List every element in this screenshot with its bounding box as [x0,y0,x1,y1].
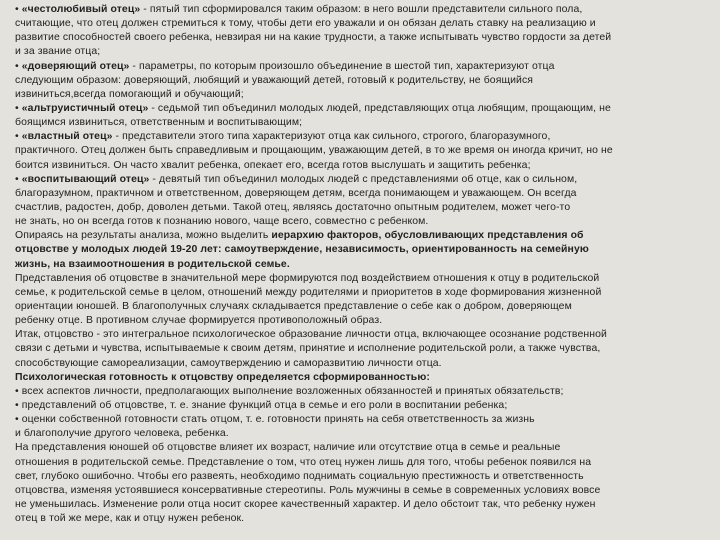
text-line [15,371,705,385]
text-line [15,60,705,74]
text-span: - девятый тип объединил молодых людей с представлениями об отце, как о сильном, [149,173,578,185]
text-span: • всех аспектов личности, предполагающих выполнение возложенных обязанностей и принятых обязательств; [15,385,564,397]
text-line [15,102,705,116]
text-line [15,484,705,498]
text-span: Итак, отцовство - это интегральное психологическое образование личности отца, включающее осознание родственной [15,329,607,341]
text-span: считающие, что отец должен стремиться к тому, чтобы дети его уважали и он обязан делать ставку на реализацию и [15,18,596,30]
text-span: не уменьшилась. Изменение роли отца носит скорее качественный характер. И дело обстоит так, что ребенку нужен [15,498,596,510]
text-span: • [15,60,22,72]
text-line [15,470,705,484]
text-span: отец в той же мере, как и отцу нужен ребенок. [15,513,245,525]
text-line [15,201,705,215]
text-line [15,144,705,158]
text-line [15,512,705,526]
bold-text: «властный отец» [21,131,113,143]
text-span: Представления об отцовстве в значительной мере формируются под воздействием отношения к отцу в родительской [15,272,600,284]
text-line [15,342,705,356]
text-line [15,159,705,173]
text-span: • представлений об отцовстве, т. е. знание функций отца в семье и его роли в воспитании ребенка; [15,399,508,411]
bold-text: иерархию факторов, обусловливающих представления об [271,230,584,242]
text-span: ориентации юношей. В благополучных случаях складывается представление о себе как о добром, доверяющем [15,300,572,312]
text-line [15,130,705,144]
text-span: - пятый тип сформировался таким образом: в него вошли представители сильного пола, [140,4,583,15]
text-span: • [15,102,22,114]
text-span: семье, к родительской семье в целом, отношений между родителями и приоритетов в ходе формирования жизненной [15,286,602,298]
text-span: свет, глубоко ошибочно. Чтобы его развеять, необходимо поднимать социальную престижность и ответственность [15,470,584,482]
text-span: • [15,173,22,185]
text-line [15,31,705,45]
text-span: - седьмой тип объединил молодых людей, представляющих отца любящим, прощающим, не [148,102,611,114]
text-span: и за звание отца; [15,46,101,58]
bold-text: жизнь, на взаимоотношения в родительской семье. [15,258,290,270]
text-line [15,385,705,399]
text-line [15,441,705,455]
text-line [15,286,705,300]
text-span: и благополучие другого человека, ребенка. [15,428,229,440]
text-line [15,45,705,59]
text-line [15,357,705,371]
text-span: • [15,131,22,143]
text-span: отцовства, изменяя устоявшиеся консервативные стереотипы. Роль мужчины в семье в современных условиях вовсе [15,484,601,496]
text-line [15,272,705,286]
text-span: способствующие самореализации, самоутверждению и саморазвитию личности отца. [15,357,442,369]
text-span: • [15,4,22,15]
text-line [15,88,705,102]
text-line [15,74,705,88]
document-text [15,3,705,526]
text-line [15,243,705,257]
text-line [15,498,705,512]
text-line [15,173,705,187]
text-line [15,17,705,31]
text-span: развитие способностей своего ребенка, невзирая ни на какие трудности, а также испытывать чувство гордости за детей [15,32,612,44]
text-span: боящимся извиниться, ответственным и воспитывающим; [15,117,303,129]
text-span: извиниться,всегда помогающий и обучающий; [15,88,244,100]
text-span: благоразумном, практичном и ответственном, доверяющем детям, всегда понимающем и уважающем. Он всегда [15,187,577,199]
text-line [15,328,705,342]
text-span: связи с детьми и чувства, испытываемые к своим детям, принятие и исполнение родительской роли, а также чувства, [15,343,601,355]
text-span: практичного. Отец должен быть справедливым и прощающим, уважающим детей, в то же время он иногда кричит, но не [15,145,613,157]
text-span: следующим образом: доверяющий, любящий и уважающий детей, готовый к родительству, не боящийся [15,74,534,86]
text-span: ребенку отце. В противном случае формируется противоположный образ. [15,315,383,327]
text-line [15,258,705,272]
text-line [15,314,705,328]
text-span: боится извиниться. Он часто хвалит ребенка, опекает его, всегда готов выслушать и защитить ребенка; [15,159,531,171]
bold-text: отцовстве у молодых людей 19-20 лет: самоутверждение, независимость, ориентированность на семейную [15,244,589,256]
text-line [15,456,705,470]
text-line [15,3,705,17]
text-span: счастлив, радостен, добр, доволен детьми. Такой отец, являясь достаточно опытным родителем, может чего-то [15,201,571,213]
text-line [15,187,705,201]
text-line [15,215,705,229]
bold-text: «честолюбивый отец» [21,4,141,15]
text-span: не знать, но он всегда готов к познанию нового, чаще всего, совместно с ребенком. [15,216,429,228]
text-span: На представления юношей об отцовстве влияет их возраст, наличие или отсутствие отца в семье и реальные [15,442,561,454]
text-span: Опираясь на результаты анализа, можно выделить [15,230,272,242]
text-span: - параметры, по которым произошло объединение в шестой тип, характеризуют отца [129,60,555,72]
text-line [15,427,705,441]
text-span: - представители этого типа характеризуют отца как сильного, строгого, благоразумного, [112,131,551,143]
text-line [15,116,705,130]
bold-text: «доверяющий отец» [21,60,130,72]
bold-text: «альтруистичный отец» [21,102,149,114]
text-line [15,229,705,243]
text-line [15,399,705,413]
text-line [15,413,705,427]
bold-text: Психологическая готовность к отцовству определяется сформированностью: [15,371,430,383]
text-span: • оценки собственной готовности стать отцом, т. е. готовности принять на себя ответственность за жизнь [15,414,535,426]
text-span: отношения в родительской семье. Представление о том, что отец нужен лишь для того, чтобы ребенок появился на [15,456,592,468]
text-line [15,300,705,314]
bold-text: «воспитывающий отец» [21,173,150,185]
